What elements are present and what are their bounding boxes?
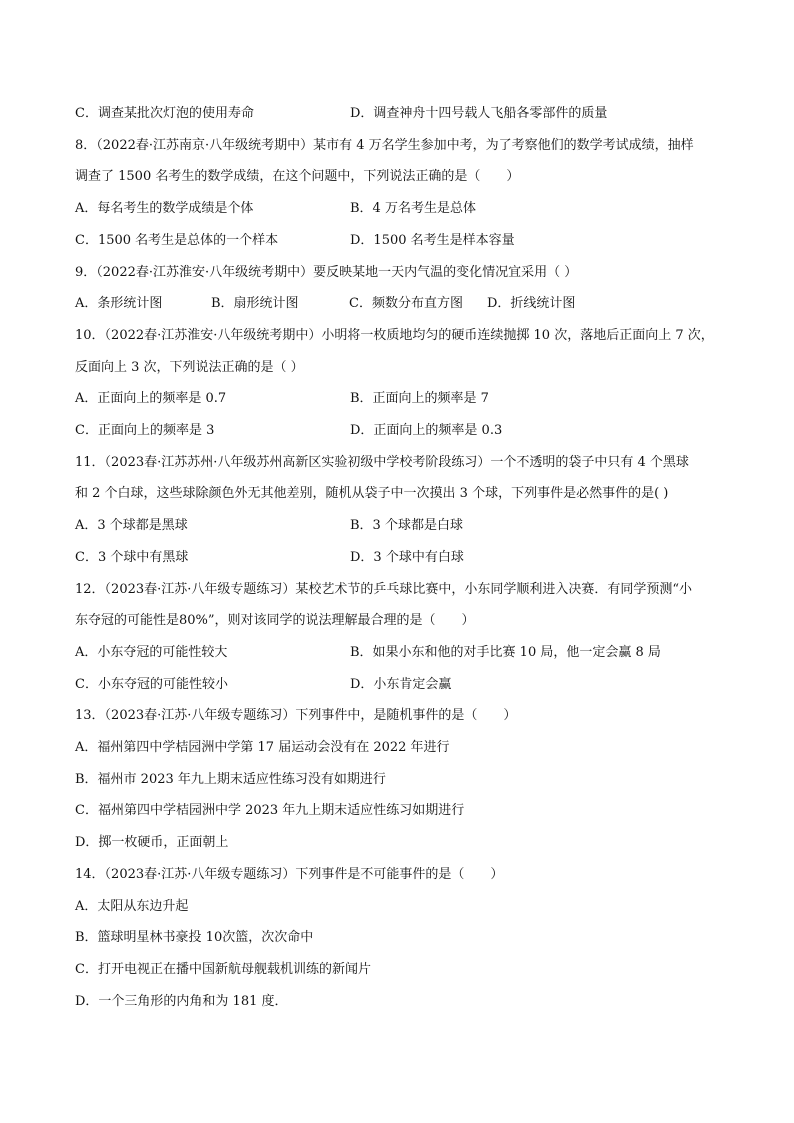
option-d: D．3 个球中有白球 (350, 549, 464, 565)
option-d: D．调查神舟十四号载人飞船各零部件的质量 (350, 106, 608, 121)
option-c: C．福州第四中学桔园洲中学 2023 年九上期末适应性练习如期进行 (75, 803, 465, 819)
options-row (75, 193, 725, 225)
option-b: B．扇形统计图 (211, 296, 299, 312)
option-a: A．3 个球都是黑球 (75, 518, 188, 534)
option-c: C．正面向上的频率是 3 (75, 423, 215, 439)
option-c: C．打开电视正在播中国新航母舰载机训练的新闻片 (75, 961, 371, 977)
option-b: B．正面向上的频率是 7 (350, 391, 489, 407)
question-8-stem-cont: 调查了 1500 名考生的数学成绩，在这个问题中，下列说法正确的是（ ） (75, 169, 520, 185)
option-a: A．每名考生的数学成绩是个体 (75, 201, 254, 217)
question-12-stem-cont: 东夺冠的可能性是80%”，则对该同学的说法理解最合理的是（ ） (75, 613, 475, 629)
option-a: A．小东夺冠的可能性较大 (75, 644, 228, 660)
options-row (75, 510, 725, 542)
option-c: C．频数分布直方图 (349, 296, 463, 312)
option-d: D．正面向上的频率是 0.3 (350, 423, 503, 439)
option-c: C．调查某批次灯泡的使用寿命 (75, 106, 254, 121)
question-11-stem: 11．（2023春·江苏苏州·八年级苏州高新区实验初级中学校考阶段练习）一个不透明的袋子中只有 4 个黑球 (75, 454, 689, 470)
option-d: D．掷一枚硬币，正面朝上 (75, 835, 229, 851)
question-12-stem: 12．（2023春·江苏·八年级专题练习）某校艺术节的乒乓球比赛中，小东同学顺利进入决赛．有同学预测“小 (75, 581, 693, 597)
options-row (75, 383, 725, 415)
options-row (75, 415, 725, 447)
question-14-stem: 14．（2023春·江苏·八年级专题练习）下列事件是不可能事件的是（ ） (75, 866, 504, 882)
question-10-stem: 10．（2022春·江苏淮安·八年级统考期中）小明将一枚质地均匀的硬币连续抛掷 10 次，落地后正面向上 7 次， (75, 327, 714, 343)
option-a: A．条形统计图 (75, 296, 163, 312)
options-row (75, 98, 725, 130)
option-c: C．3 个球中有黑球 (75, 549, 189, 565)
question-9-stem: 9．（2022春·江苏淮安·八年级统考期中）要反映某地一天内气温的变化情况宜采用（ ） (75, 264, 578, 280)
options-row (75, 225, 725, 257)
option-d: D．折线统计图 (487, 296, 576, 312)
option-a: A．正面向上的频率是 0.7 (75, 391, 227, 407)
option-d: D．一个三角形的内角和为 181 度． (75, 993, 288, 1009)
question-10-stem-cont: 反面向上 3 次，下列说法正确的是（ ） (75, 359, 304, 375)
option-a: A．福州第四中学桔园洲中学第 17 届运动会没有在 2022 年进行 (75, 740, 450, 756)
question-8-stem: 8．（2022春·江苏南京·八年级统考期中）某市有 4 万名学生参加中考，为了考察他们的数学考试成绩，抽样 (75, 137, 694, 153)
option-d: D．小东肯定会赢 (350, 676, 452, 692)
question-11-stem-cont: 和 2 个白球，这些球除颜色外无其他差别，随机从袋子中一次摸出 3 个球，下列事件是必然事件的是( ) (75, 486, 669, 502)
option-d: D．1500 名考生是样本容量 (350, 232, 515, 248)
option-c: C．1500 名考生是总体的一个样本 (75, 232, 279, 248)
document-page (75, 98, 725, 1017)
options-row (75, 288, 725, 320)
option-b: B．如果小东和他的对手比赛 10 局，他一定会赢 8 局 (350, 644, 661, 660)
option-b: B．4 万名考生是总体 (350, 201, 476, 217)
option-b: B．篮球明星林书豪投 10次篮，次次命中 (75, 930, 314, 946)
options-row (75, 542, 725, 574)
question-13-stem: 13．（2023春·江苏·八年级专题练习）下列事件中，是随机事件的是（ ） (75, 708, 517, 724)
option-b: B．3 个球都是白球 (350, 518, 463, 534)
option-b: B．福州市 2023 年九上期末适应性练习没有如期进行 (75, 771, 386, 787)
options-row (75, 637, 725, 669)
option-a: A．太阳从东边升起 (75, 898, 189, 914)
options-row (75, 669, 725, 701)
option-c: C．小东夺冠的可能性较小 (75, 676, 228, 692)
